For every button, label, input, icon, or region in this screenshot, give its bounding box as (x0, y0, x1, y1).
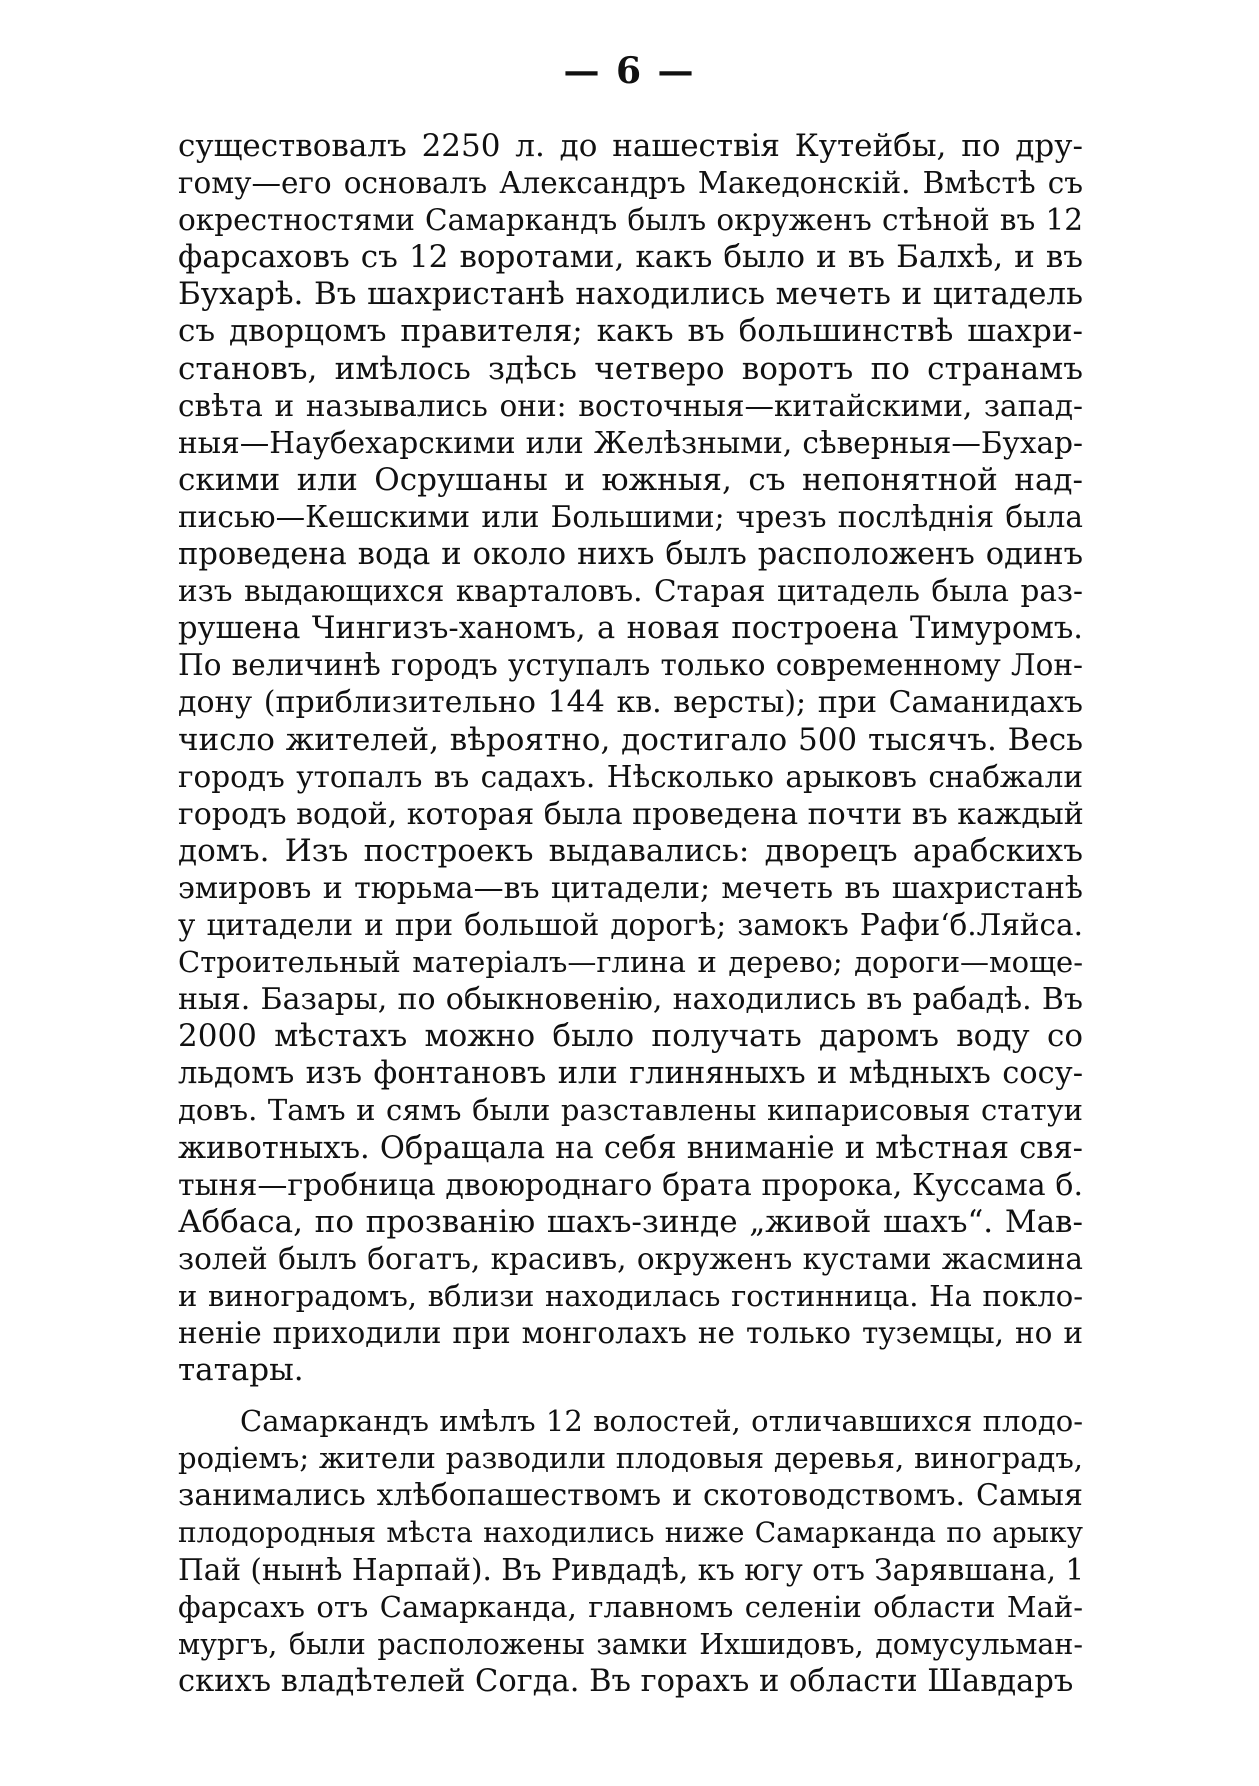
paragraph (178, 1403, 1083, 1700)
text-line: существовалъ 2250 л. до нашествія Кутейбы, по дру- (178, 128, 1083, 164)
text-line: у цитадели и при большой дорогѣ; замокъ Рафи‘б.Ляйса. (178, 907, 1083, 942)
text-line: родіемъ; жители разводили плодовыя деревья, виноградъ, (178, 1441, 1083, 1476)
text-line: животныхъ. Обращала на себя вниманіе и мѣстная свя- (178, 1130, 1083, 1166)
text-line: татары. (178, 1352, 304, 1389)
text-line: скихъ владѣтелей Согда. Въ горахъ и области Шавдаръ (178, 1663, 1074, 1699)
text-line: льдомъ изъ фонтановъ или глиняныхъ и мѣдныхъ сосу- (178, 1056, 1083, 1092)
text-line: становъ, имѣлось здѣсь четверо воротъ по странамъ (178, 350, 1083, 387)
text-line: изъ выдающихся кварталовъ. Старая цитадель была раз- (178, 574, 1083, 609)
text-line: и виноградомъ, вблизи находилась гостинница. На покло- (178, 1278, 1083, 1313)
text-line: дону (приблизительно 144 кв. версты); при Саманидахъ (178, 685, 1083, 721)
text-line: домъ. Изъ построекъ выдавались: дворецъ арабскихъ (178, 832, 1083, 869)
text-line: золей былъ богатъ, красивъ, окруженъ кустами жасмина (178, 1241, 1083, 1276)
text-line: занимались хлѣбопашествомъ и скотоводствомъ. Самыя (178, 1478, 1083, 1514)
text-line: Бухарѣ. Въ шахристанѣ находились мечеть и цитадель (178, 276, 1083, 313)
text-line: свѣта и назывались они: восточныя—китайскими, запад- (178, 388, 1083, 423)
text-line: гому—его основалъ Александръ Македонскій. Вмѣстѣ съ (178, 166, 1083, 201)
text-line: проведена вода и около нихъ былъ расположенъ одинъ (178, 537, 1083, 573)
text-line: Пай (нынѣ Нарпай). Въ Ривдадѣ, къ югу отъ Зарявшана, 1 (178, 1552, 1085, 1587)
text-line: довъ. Тамъ и сямъ были разставлены кипарисовыя статуи (178, 1093, 1083, 1128)
text-line: съ дворцомъ правителя; какъ въ большинствѣ шахри- (178, 313, 1083, 350)
text-line: 2000 мѣстахъ можно было получать даромъ воду со (178, 1018, 1083, 1055)
text-line: неніе приходили при монголахъ не только туземцы, но и (178, 1316, 1083, 1350)
text-line: плодородныя мѣста находились ниже Самарканда по арыку (178, 1516, 1083, 1550)
text-line: эмировъ и тюрьма—въ цитадели; мечеть въ шахристанѣ (178, 870, 1083, 906)
text-line: мургъ, были расположены замки Ихшидовъ, домусульман- (178, 1627, 1083, 1661)
text-line: ныя. Базары, по обыкновенію, находились въ рабадѣ. Въ (178, 982, 1083, 1018)
body-text (178, 128, 1083, 1700)
text-line: скими или Осрушаны и южныя, съ непонятной над- (178, 461, 1083, 498)
text-line: рушена Чингизъ-ханомъ, а новая построена Тимуромъ. (178, 611, 1083, 647)
text-line: Аббаса, по прозванію шахъ-зинде „живой шахъ“. Мав- (178, 1203, 1083, 1240)
text-line: Строительный матеріалъ—глина и дерево; дороги—моще- (178, 945, 1083, 980)
paragraph-gap (178, 1389, 1083, 1403)
text-line: По величинѣ городъ уступалъ только современному Лон- (178, 648, 1083, 683)
paragraph (178, 128, 1083, 1389)
text-line: Самаркандъ имѣлъ 12 волостей, отличавшихся плодо- (240, 1404, 1083, 1439)
page-number: — 6 — (563, 50, 696, 92)
text-line: тыня—гробница двоюроднаго брата пророка, Куссама б. (178, 1167, 1083, 1203)
text-line: фарсаховъ съ 12 воротами, какъ было и въ Балхѣ, и въ (178, 239, 1083, 276)
text-line: городъ утопалъ въ садахъ. Нѣсколько арыковъ снабжали (178, 759, 1083, 794)
text-line: городъ водой, которая была проведена почти въ каждый (178, 796, 1084, 832)
text-line: ныя—Наубехарскими или Желѣзными, сѣверныя—Бухар- (178, 425, 1083, 460)
text-line: число жителей, вѣроятно, достигало 500 тысячъ. Весь (178, 721, 1083, 758)
text-line: писью—Кешскими или Большими; чрезъ послѣднія была (178, 499, 1083, 534)
text-line: фарсахъ отъ Самарканда, главномъ селеніи области Май- (178, 1589, 1083, 1624)
text-line: окрестностями Самаркандъ былъ окруженъ стѣной въ 12 (178, 203, 1083, 238)
